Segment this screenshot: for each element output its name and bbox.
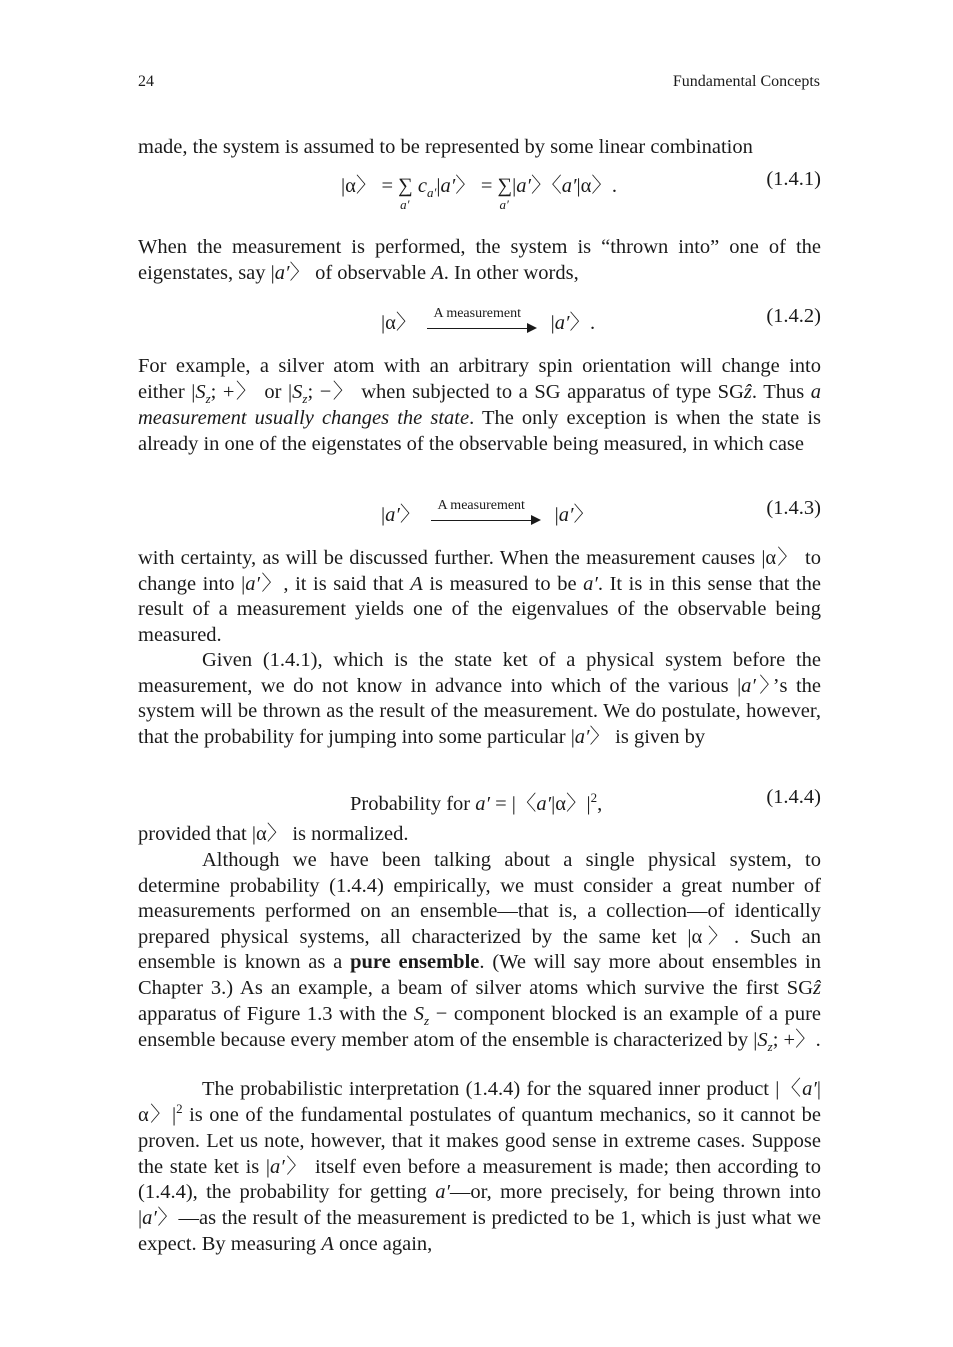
equation-body: |α〉 A measurement |a′〉. (381, 306, 596, 334)
equation-number: (1.4.2) (766, 305, 821, 327)
paragraph-7: Although we have been talking about a single physical system, to determine probability (1.4.4) empirically, we must consider a great number of measurements performed on an ensemble—that is, a collection—of identically prepared physical systems, all characterized by the same ket |α〉. Such an ensemble is known as a pure ensemble. (We will say more about ensembles in Chapter 3.) As an example, a beam of silver atoms which survive the first SGẑ apparatus of Figure 1.3 with the $S_z$ − component blocked is an example of a pure ensemble because every member atom of the ensemble is characterized by $|S_z$; +〉. (138, 849, 822, 1055)
running-title: Fundamental Concepts (672, 73, 820, 90)
equation-number: (1.4.1) (766, 168, 821, 190)
equation-1-4-1 (138, 168, 821, 212)
paragraph-5: Given (1.4.1), which is the state ket of a physical system before the measurement, we do not know in advance into which of the various |a′〉’s the system will be thrown as the result of the measurement. We do postulate, however, that the probability for jumping into some particular |a′〉 is given by (138, 649, 821, 748)
paragraph-1: made, the system is assumed to be represented by some linear combination (138, 136, 753, 158)
equation-1-4-3 (138, 497, 821, 533)
page-number: 24 (138, 73, 154, 90)
equation-1-4-4 (138, 786, 821, 822)
paragraph-4: with certainty, as will be discussed further. When the measurement causes |α〉 to change into |a′〉, it is said that A is measured to be a′. It is in this sense that the result of a measurement yields one of the eigenvalues of the observable being measured. (138, 547, 821, 646)
equation-number: (1.4.3) (766, 497, 821, 519)
paragraph-3: For example, a silver atom with an arbitrary spin orientation will change into either $|S_z$; +〉 or $|S_z$; −〉 when subjected to a SG apparatus of type SGẑ. Thus a measurement usually changes the state. The only exception is when the state is already in one of the eigenstates of the observable being measured, in which case (138, 355, 821, 455)
equation-number: (1.4.4) (766, 786, 821, 808)
equation-body: |a′〉 A measurement |a′〉 (381, 498, 594, 526)
paragraph-2: When the measurement is performed, the system is “thrown into” one of the eigenstates, say |a′〉 of observable A. In other words, (138, 236, 821, 284)
equation-body: Probability for a′ = |〈a′|α〉$|^2$, (350, 790, 603, 815)
equation-1-4-2 (138, 305, 821, 341)
paragraph-6: provided that |α〉 is normalized. (138, 823, 409, 845)
equation-body: |α〉 = ∑ a′ $c_{a'}|a'$〉 = ∑ a′ |a′〉〈a′|α〉. (341, 175, 617, 212)
paragraph-8: The probabilistic interpretation (1.4.4) for the squared inner product |〈a′|α〉$|^2$ is one of the fundamental postulates of quantum mechanics, so it cannot be proven. Let us note, however, that it makes good sense in extreme cases. Suppose the state ket is |a′〉 itself even before a measurement is made; then according to (1.4.4), the probability for getting a′—or, more precisely, for being thrown into |a′〉—as the result of the measurement is predicted to be 1, which is just what we expect. By measuring A once again, (138, 1078, 822, 1255)
